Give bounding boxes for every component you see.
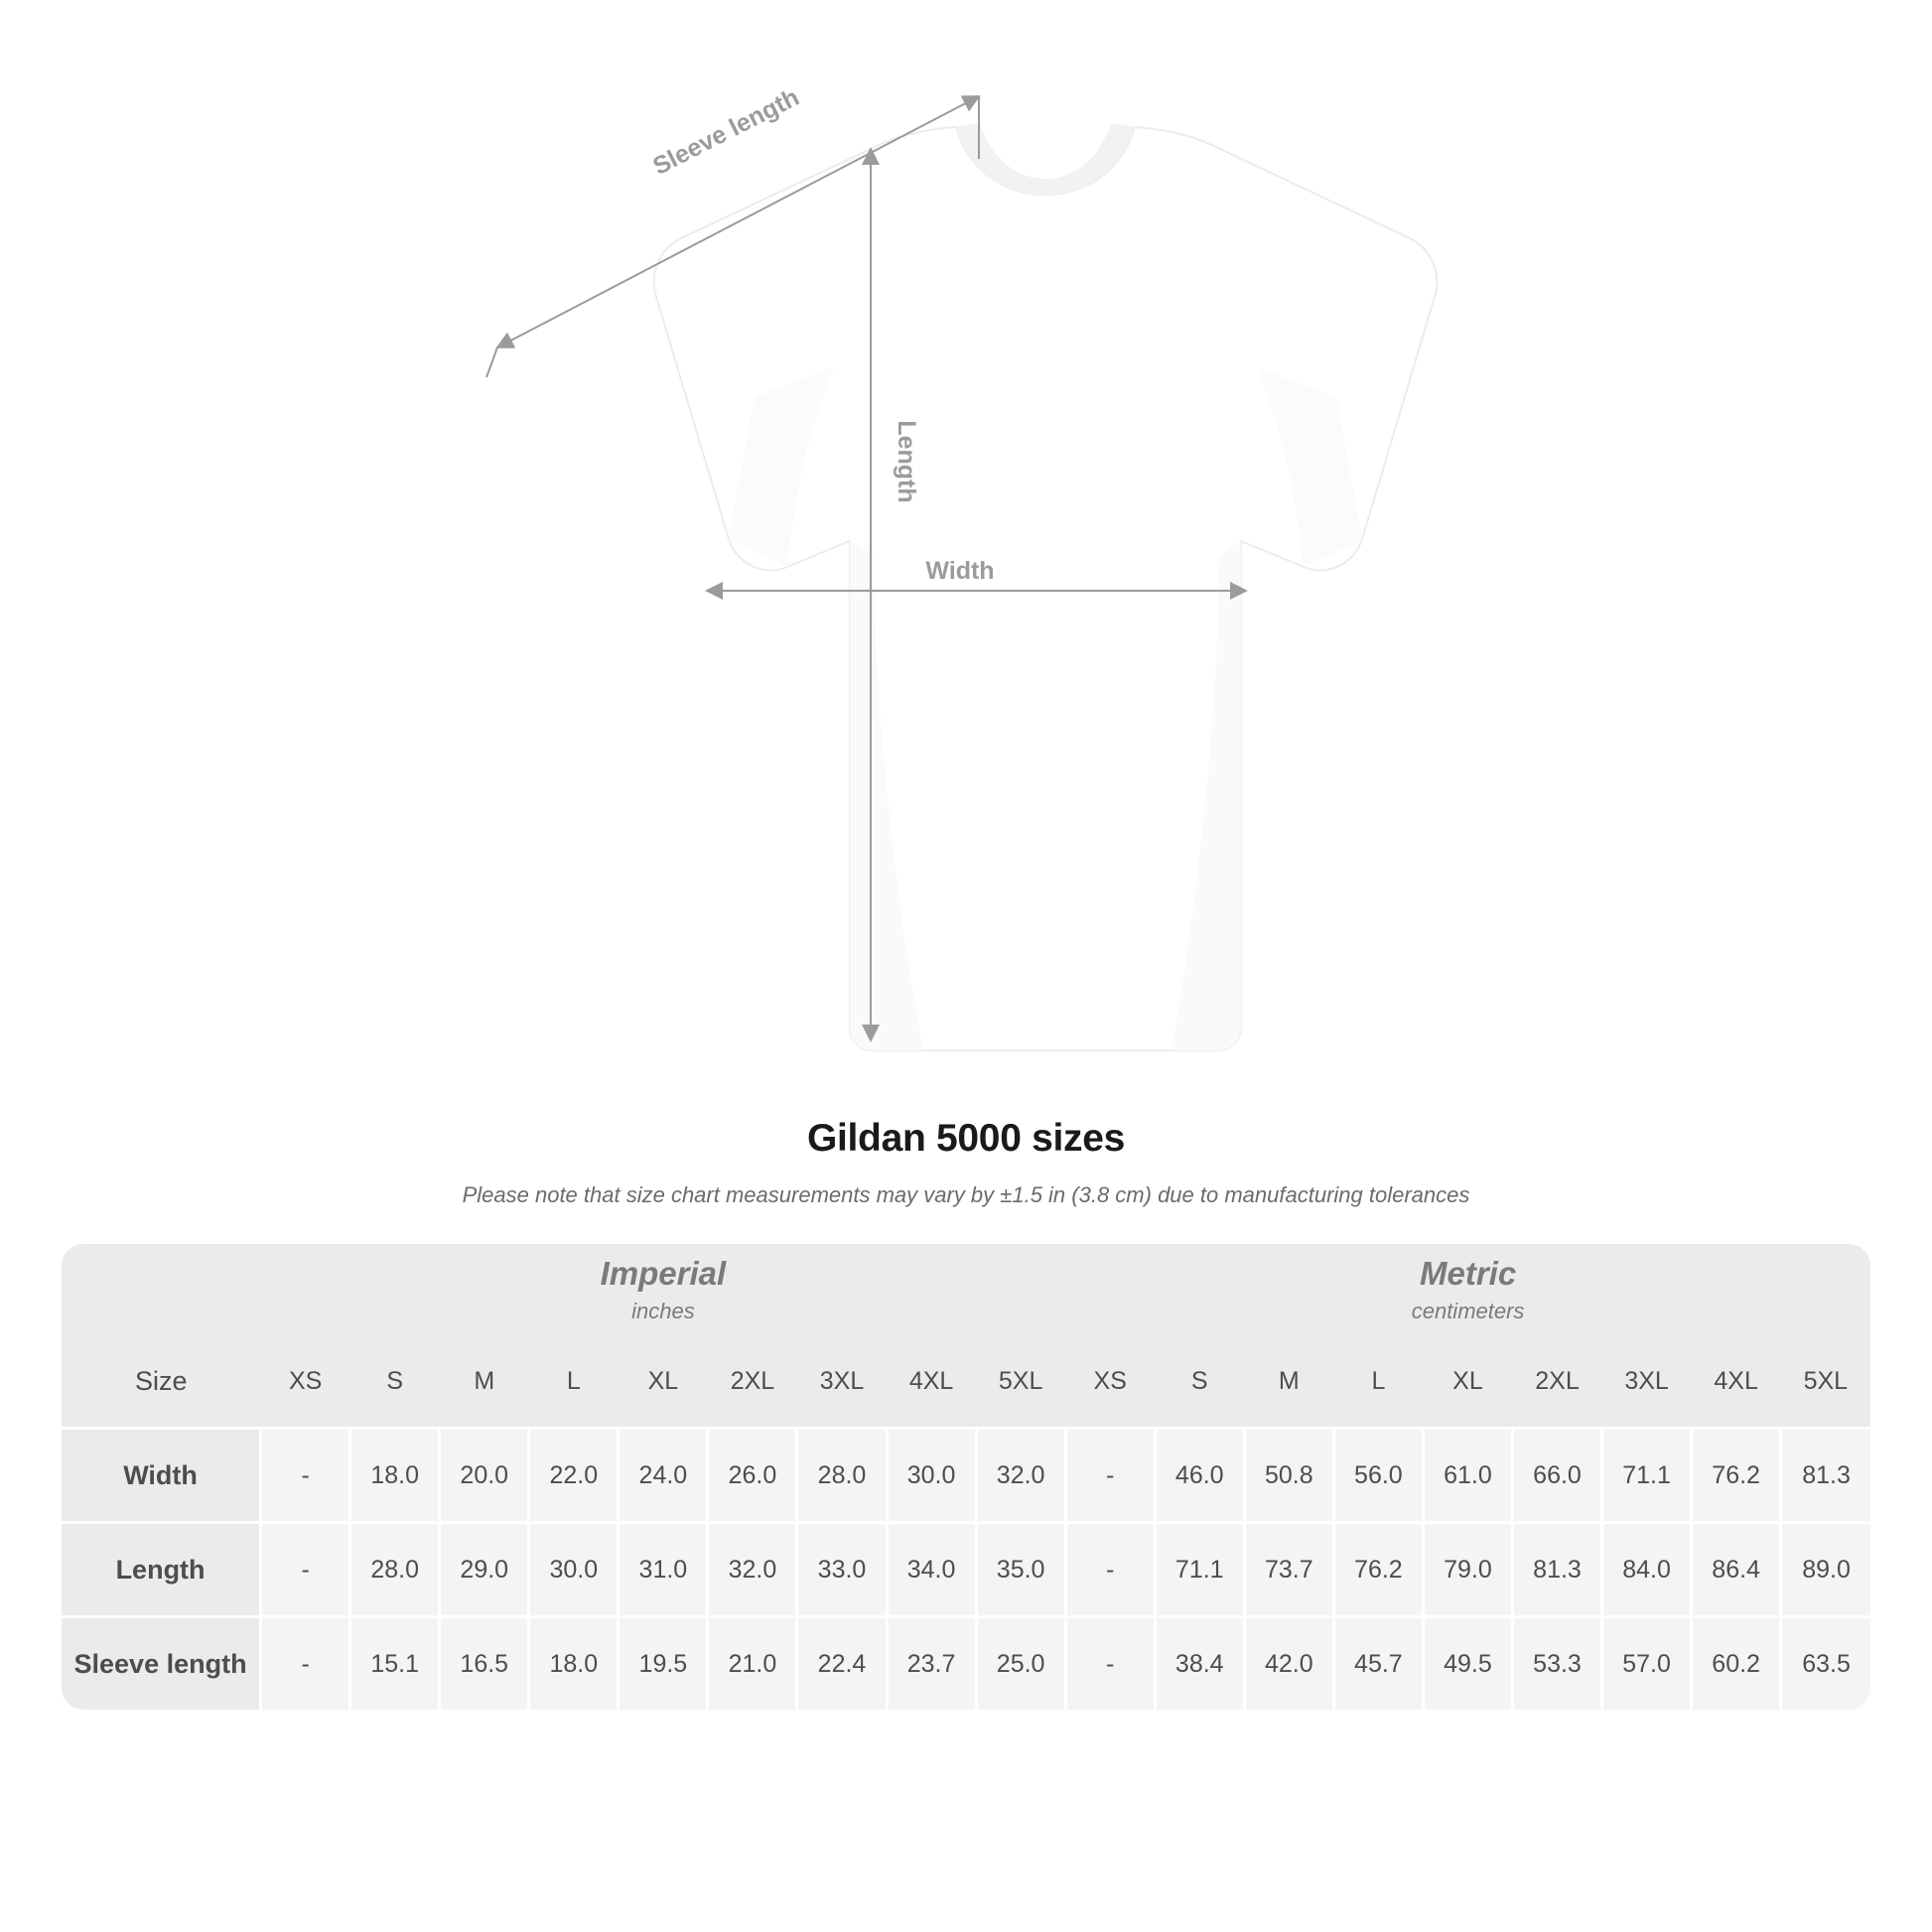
sleeve-metric-4xl: 60.2	[1692, 1617, 1781, 1711]
sleeve-imperial-xs: -	[261, 1617, 350, 1711]
unit-spacer	[62, 1244, 261, 1335]
size-header-row	[62, 1335, 1870, 1429]
table-row	[62, 1523, 1870, 1617]
width-imperial-4xl: 30.0	[887, 1429, 976, 1523]
length-imperial-2xl: 32.0	[708, 1523, 797, 1617]
length-metric-3xl: 84.0	[1602, 1523, 1692, 1617]
width-metric-s: 46.0	[1155, 1429, 1244, 1523]
width-metric-l: 56.0	[1333, 1429, 1423, 1523]
row-label-width: Width	[62, 1429, 261, 1523]
sleeve-imperial-l: 18.0	[529, 1617, 619, 1711]
length-imperial-3xl: 33.0	[797, 1523, 887, 1617]
header-imperial-5xl: 5XL	[976, 1335, 1065, 1429]
sleeve-imperial-5xl: 25.0	[976, 1617, 1065, 1711]
sleeve-imperial-4xl: 23.7	[887, 1617, 976, 1711]
sleeve-imperial-xl: 19.5	[619, 1617, 708, 1711]
width-metric-m: 50.8	[1244, 1429, 1333, 1523]
sleeve-metric-5xl: 63.5	[1781, 1617, 1870, 1711]
width-imperial-xs: -	[261, 1429, 350, 1523]
sleeve-metric-3xl: 57.0	[1602, 1617, 1692, 1711]
length-imperial-l: 30.0	[529, 1523, 619, 1617]
unit-metric	[1065, 1244, 1870, 1335]
length-metric-2xl: 81.3	[1512, 1523, 1601, 1617]
length-imperial-xl: 31.0	[619, 1523, 708, 1617]
width-metric-3xl: 71.1	[1602, 1429, 1692, 1523]
header-imperial-2xl: 2XL	[708, 1335, 797, 1429]
unit-imperial-name: Imperial	[600, 1255, 727, 1293]
length-imperial-xs: -	[261, 1523, 350, 1617]
sleeve-length-label: Sleeve length	[648, 82, 804, 181]
width-imperial-3xl: 28.0	[797, 1429, 887, 1523]
width-metric-2xl: 66.0	[1512, 1429, 1601, 1523]
table-row	[62, 1429, 1870, 1523]
unit-metric-name: Metric	[1419, 1255, 1517, 1293]
unit-imperial-sub: inches	[631, 1298, 695, 1323]
width-imperial-5xl: 32.0	[976, 1429, 1065, 1523]
width-imperial-s: 18.0	[350, 1429, 440, 1523]
sleeve-metric-xl: 49.5	[1423, 1617, 1512, 1711]
sleeve-metric-m: 42.0	[1244, 1617, 1333, 1711]
length-metric-s: 71.1	[1155, 1523, 1244, 1617]
length-label: Length	[893, 420, 920, 503]
width-metric-xl: 61.0	[1423, 1429, 1512, 1523]
tolerance-note: Please note that size chart measurements may vary by ±1.5 in (3.8 cm) due to manufacturing tolerances	[462, 1182, 1470, 1207]
length-metric-m: 73.7	[1244, 1523, 1333, 1617]
unit-metric-sub: centimeters	[1411, 1298, 1525, 1323]
header-metric-3xl: 3XL	[1602, 1335, 1692, 1429]
width-metric-5xl: 81.3	[1781, 1429, 1870, 1523]
length-metric-l: 76.2	[1333, 1523, 1423, 1617]
sleeve-metric-l: 45.7	[1333, 1617, 1423, 1711]
tshirt-shape	[654, 123, 1437, 1050]
table-row	[62, 1617, 1870, 1711]
header-imperial-4xl: 4XL	[887, 1335, 976, 1429]
header-metric-xs: XS	[1065, 1335, 1155, 1429]
header-imperial-l: L	[529, 1335, 619, 1429]
width-imperial-l: 22.0	[529, 1429, 619, 1523]
width-label: Width	[925, 557, 995, 585]
header-size: Size	[62, 1335, 261, 1429]
width-imperial-m: 20.0	[440, 1429, 529, 1523]
header-metric-4xl: 4XL	[1692, 1335, 1781, 1429]
length-metric-5xl: 89.0	[1781, 1523, 1870, 1617]
header-imperial-s: S	[350, 1335, 440, 1429]
length-metric-xl: 79.0	[1423, 1523, 1512, 1617]
sleeve-imperial-3xl: 22.4	[797, 1617, 887, 1711]
size-table	[62, 1244, 1870, 1710]
sleeve-metric-s: 38.4	[1155, 1617, 1244, 1711]
sleeve-imperial-2xl: 21.0	[708, 1617, 797, 1711]
length-imperial-4xl: 34.0	[887, 1523, 976, 1617]
row-label-length: Length	[62, 1523, 261, 1617]
header-metric-l: L	[1333, 1335, 1423, 1429]
sleeve-metric-xs: -	[1065, 1617, 1155, 1711]
width-imperial-xl: 24.0	[619, 1429, 708, 1523]
unit-imperial	[261, 1244, 1066, 1335]
header-imperial-m: M	[440, 1335, 529, 1429]
width-metric-xs: -	[1065, 1429, 1155, 1523]
length-imperial-s: 28.0	[350, 1523, 440, 1617]
sleeve-imperial-s: 15.1	[350, 1617, 440, 1711]
row-label-sleeve-length: Sleeve length	[62, 1617, 261, 1711]
length-imperial-m: 29.0	[440, 1523, 529, 1617]
title-block	[0, 1117, 1932, 1208]
header-metric-xl: XL	[1423, 1335, 1512, 1429]
header-metric-2xl: 2XL	[1512, 1335, 1601, 1429]
width-imperial-2xl: 26.0	[708, 1429, 797, 1523]
length-metric-4xl: 86.4	[1692, 1523, 1781, 1617]
page-title: Gildan 5000 sizes	[806, 1117, 1126, 1160]
length-metric-xs: -	[1065, 1523, 1155, 1617]
sleeve-imperial-m: 16.5	[440, 1617, 529, 1711]
sleeve-metric-2xl: 53.3	[1512, 1617, 1601, 1711]
header-imperial-xl: XL	[619, 1335, 708, 1429]
size-table-wrapper	[62, 1244, 1870, 1710]
unit-header-row	[62, 1244, 1870, 1335]
width-metric-4xl: 76.2	[1692, 1429, 1781, 1523]
header-imperial-3xl: 3XL	[797, 1335, 887, 1429]
header-metric-m: M	[1244, 1335, 1333, 1429]
header-imperial-xs: XS	[261, 1335, 350, 1429]
length-imperial-5xl: 35.0	[976, 1523, 1065, 1617]
header-metric-s: S	[1155, 1335, 1244, 1429]
header-metric-5xl: 5XL	[1781, 1335, 1870, 1429]
